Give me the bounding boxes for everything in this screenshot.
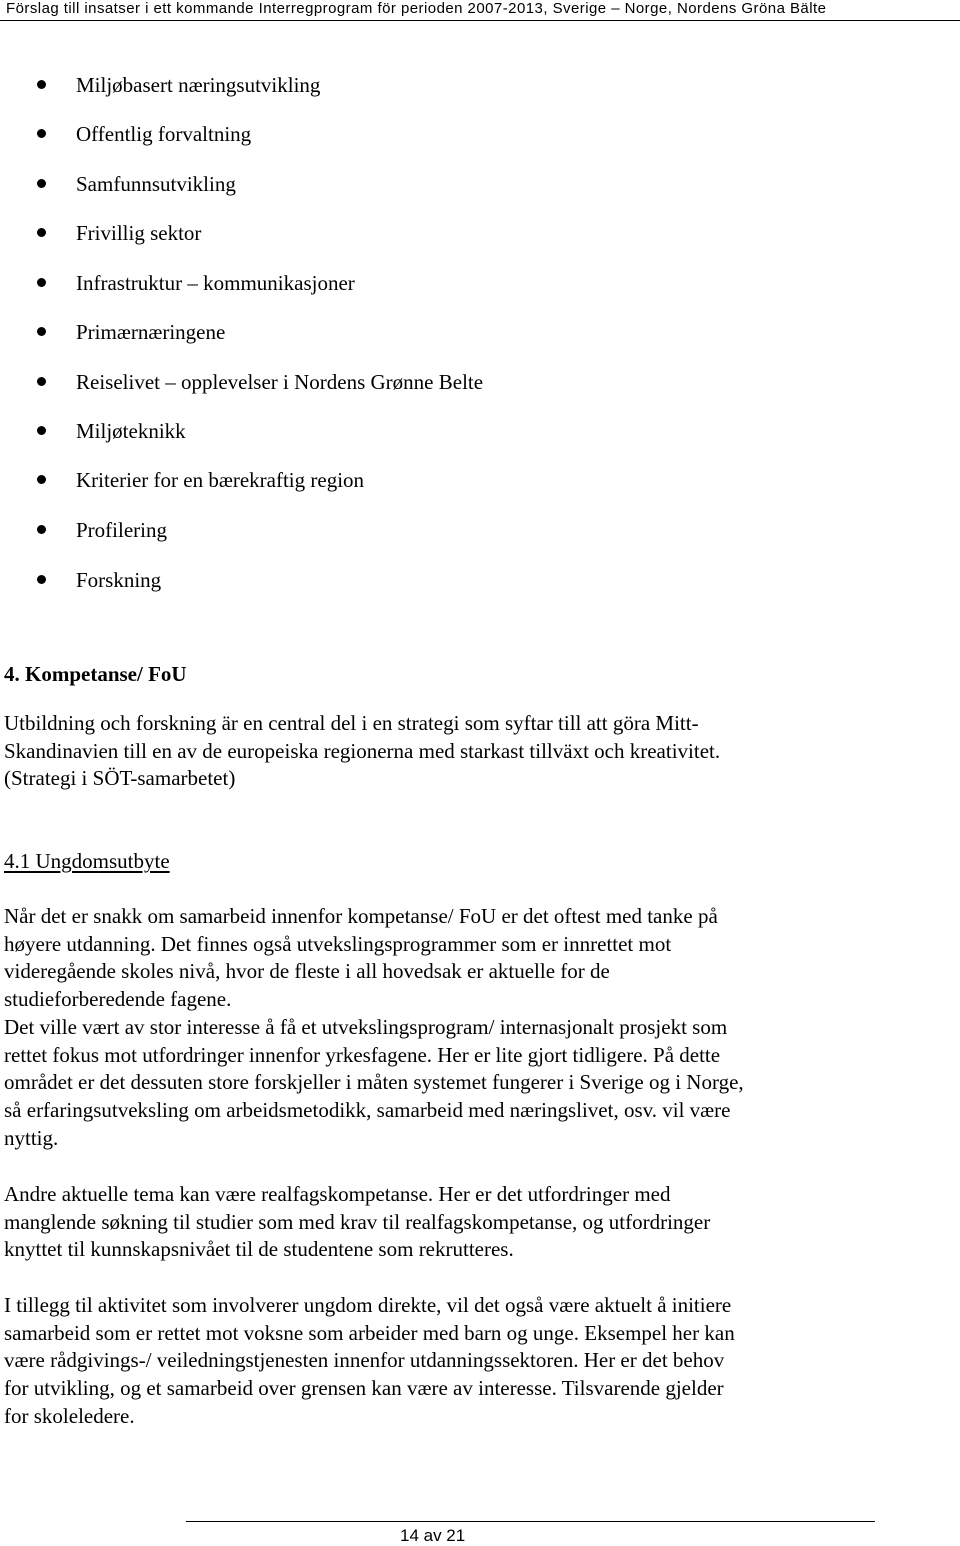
bullet-icon bbox=[37, 525, 46, 534]
paragraph-line: (Strategi i SÖT-samarbetet) bbox=[4, 766, 236, 791]
bullet-icon bbox=[37, 278, 46, 287]
list-item-label: Miljøteknikk bbox=[76, 419, 186, 443]
paragraph-line: være rådgivings-/ veiledningstjenesten innenfor utdanningssektoren. Her er det behov bbox=[4, 1348, 725, 1373]
bullet-icon bbox=[37, 129, 46, 138]
section-heading: 4. Kompetanse/ FoU bbox=[4, 662, 187, 686]
bullet-icon bbox=[37, 80, 46, 89]
paragraph-line: for utvikling, og et samarbeid over grensen kan være av interesse. Tilsvarende gjelder bbox=[4, 1376, 724, 1401]
bullet-icon bbox=[37, 327, 46, 336]
list-item-label: Primærnæringene bbox=[76, 320, 226, 344]
paragraph-line: I tillegg til aktivitet som involverer ungdom direkte, vil det også være aktuelt å initiere bbox=[4, 1293, 732, 1317]
list-item-label: Reiselivet – opplevelser i Nordens Grønne Belte bbox=[76, 370, 484, 394]
list-item-label: Kriterier for en bærekraftig region bbox=[76, 468, 365, 492]
paragraph-line: for skoleledere. bbox=[4, 1403, 135, 1428]
paragraph-line: Utbildning och forskning är en central del i en strategi som syftar till att göra Mitt- bbox=[4, 711, 699, 735]
list-item-label: Infrastruktur – kommunikasjoner bbox=[76, 271, 355, 295]
paragraph-line: Når det er snakk om samarbeid innenfor kompetanse/ FoU er det oftest med tanke på bbox=[4, 904, 718, 928]
paragraph-line: Det ville vært av stor interesse å få et utvekslingsprogram/ internasjonalt prosjekt som bbox=[4, 1014, 728, 1039]
paragraph-line: samarbeid som er rettet mot voksne som arbeider med barn og unge. Eksempel her kan bbox=[4, 1320, 735, 1345]
paragraph-line: videregående skoles nivå, hvor de fleste i all hovedsak er aktuelle for de bbox=[4, 959, 610, 984]
bullet-icon bbox=[37, 228, 46, 237]
paragraph-line: rettet fokus mot utfordringer innenfor yrkesfagene. Her er lite gjort tidligere. På dette bbox=[4, 1042, 721, 1067]
paragraph-line: manglende søkning til studier som med krav til realfagskompetanse, og utfordringer bbox=[4, 1209, 711, 1234]
paragraph-line: studieforberedende fagene. bbox=[4, 987, 232, 1012]
paragraph-line: nyttig. bbox=[4, 1125, 59, 1150]
paragraph-line: knyttet til kunnskapsnivået til de studentene som rekrutteres. bbox=[4, 1237, 514, 1262]
body-paragraph bbox=[4, 1292, 735, 1431]
footer-divider bbox=[186, 1521, 875, 1522]
header-divider bbox=[0, 20, 960, 21]
paragraph-line: så erfaringsutveksling om arbeidsmetodikk, samarbeid med næringslivet, osv. vil være bbox=[4, 1097, 731, 1122]
list-item-label: Frivillig sektor bbox=[76, 221, 202, 245]
paragraph-line: området er det dessuten store forskjeller i måten systemet fungerer i Sverige og i Norge, bbox=[4, 1070, 744, 1095]
list-item-label: Profilering bbox=[76, 518, 167, 542]
list-item-label: Samfunnsutvikling bbox=[76, 172, 236, 196]
body-paragraph bbox=[4, 903, 744, 1152]
running-header: Förslag till insatser i ett kommande Interregprogram för perioden 2007-2013, Sverige – Norge, Nordens Gröna Bälte bbox=[6, 0, 827, 17]
subsection-heading: 4.1 Ungdomsutbyte bbox=[4, 849, 170, 873]
bullet-icon bbox=[37, 377, 46, 386]
paragraph-line: Andre aktuelle tema kan være realfagskompetanse. Her er det utfordringer med bbox=[4, 1182, 671, 1206]
section-intro-paragraph bbox=[4, 710, 720, 793]
list-item-label: Forskning bbox=[76, 568, 162, 592]
body-paragraph bbox=[4, 1181, 710, 1264]
bullet-icon bbox=[37, 179, 46, 188]
bullet-icon bbox=[37, 575, 46, 584]
list-item-label: Miljøbasert næringsutvikling bbox=[76, 73, 321, 97]
bullet-icon bbox=[37, 475, 46, 484]
page-number: 14 av 21 bbox=[400, 1526, 466, 1545]
list-item-label: Offentlig forvaltning bbox=[76, 122, 252, 146]
bullet-icon bbox=[37, 426, 46, 435]
paragraph-line: høyere utdanning. Det finnes også utvekslingsprogrammer som er innrettet mot bbox=[4, 931, 672, 956]
paragraph-line: Skandinavien till en av de europeiska regionerna med starkast tillväxt och kreativitet. bbox=[4, 738, 721, 763]
